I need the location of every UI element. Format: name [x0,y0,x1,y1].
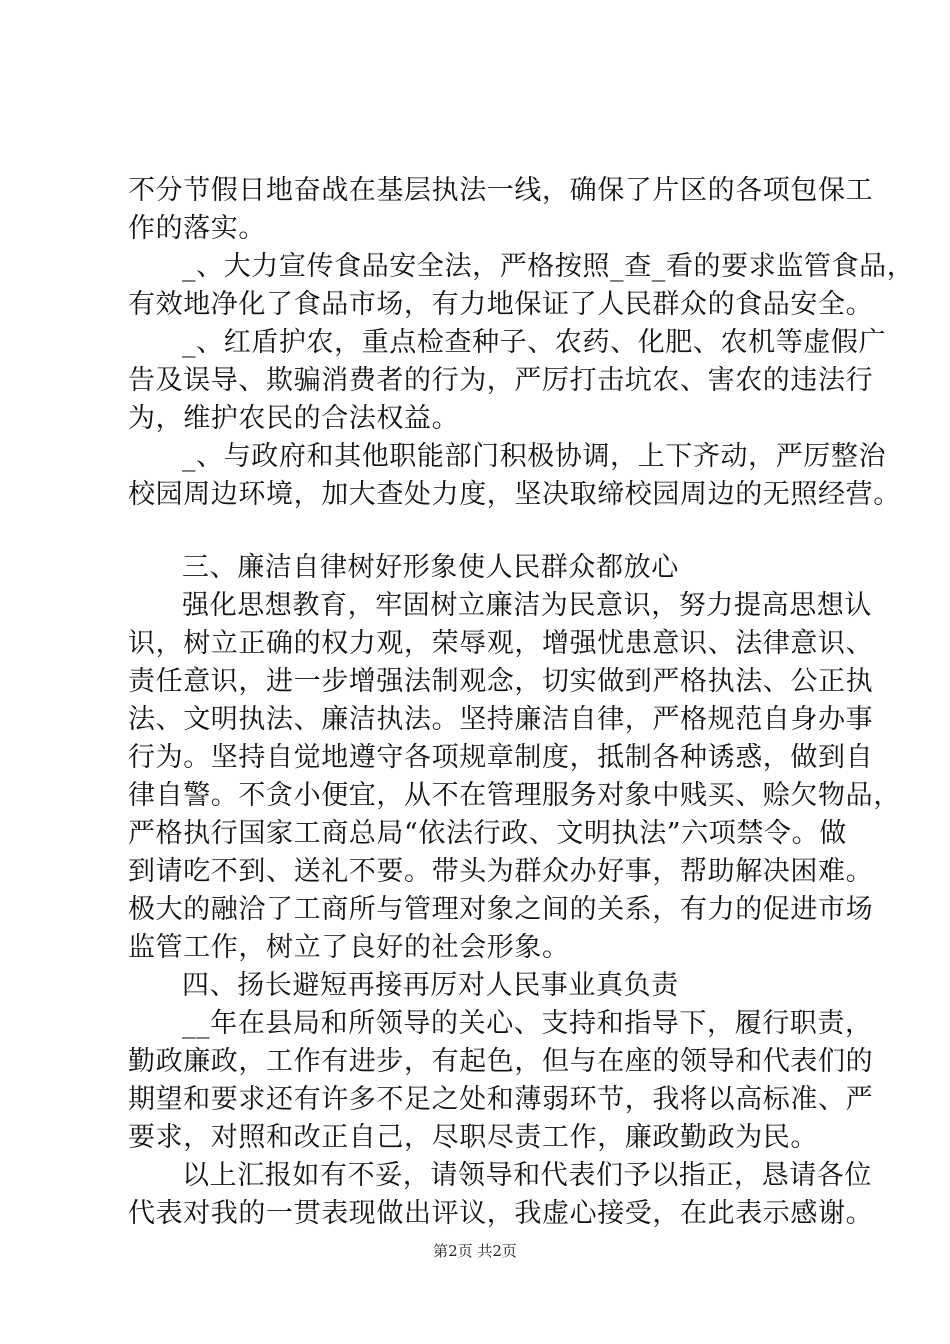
paragraph-line: 律自警。不贪小便宜，从不在管理服务对象中贱买、赊欠物品， [128,780,901,811]
paragraph-line: 要求，对照和改正自己，尽职尽责工作，廉政勤政为民。 [128,1122,818,1153]
paragraph-line: _、与政府和其他职能部门积极协调，上下齐动，严厉整治 [182,441,887,472]
paragraph-line: 不分节假日地奋战在基层执法一线，确保了片区的各项包保工 [128,175,874,206]
document-body [128,172,915,1233]
paragraph-line: _、红盾护农，重点检查种子、农药、化肥、农机等虚假广 [182,327,887,358]
paragraph-line: 代表对我的一贯表现做出评议，我虚心接受，在此表示感谢。 [128,1198,874,1229]
paragraph-line: 告及误导、欺骗消费者的行为，严厉打击坑农、害农的违法行 [128,365,874,396]
section-heading: 三、廉洁自律树好形象使人民群众都放心 [182,552,679,583]
paragraph-line: 为，维护农民的合法权益。 [128,403,460,434]
paragraph-line: 识，树立正确的权力观，荣辱观，增强忧患意识、法律意识、 [128,628,874,659]
paragraph-line: 期望和要求还有许多不足之处和薄弱环节，我将以高标准、严 [128,1084,874,1115]
paragraph-line: 行为。坚持自觉地遵守各项规章制度，抵制各种诱惑，做到自 [128,742,874,773]
page-number-footer: 第2页 共2页 [433,1242,517,1260]
paragraph-line: 有效地净化了食品市场，有力地保证了人民群众的食品安全。 [128,289,874,320]
paragraph-line: 勤政廉政，工作有进步，有起色，但与在座的领导和代表们的 [128,1046,874,1077]
paragraph-line: 严格执行国家工商总局“依法行政、文明执法”六项禁令。做 [128,818,847,849]
paragraph-line: 作的落实。 [128,213,266,244]
paragraph-line: _、大力宣传食品安全法，严格按照_查_看的要求监管食品， [182,251,915,282]
paragraph-line: 校园周边环境，加大查处力度，坚决取缔校园周边的无照经营。 [128,479,901,510]
paragraph-line: 法、文明执法、廉洁执法。坚持廉洁自律，严格规范自身办事 [128,704,874,735]
paragraph-line: 极大的融洽了工商所与管理对象之间的关系，有力的促进市场 [128,894,874,925]
paragraph-line: __年在县局和所领导的关心、支持和指导下，履行职责， [182,1008,873,1039]
section-spacer [128,514,848,549]
paragraph-line: 到请吃不到、送礼不要。带头为群众办好事，帮助解决困难。 [128,856,874,887]
paragraph-line: 责任意识，进一步增强法制观念，切实做到严格执法、公正执 [128,666,874,697]
paragraph-line: 强化思想教育，牢固树立廉洁为民意识，努力提高思想认 [182,590,872,621]
section-heading: 四、扬长避短再接再厉对人民事业真负责 [182,970,679,1001]
paragraph-line: 监管工作，树立了良好的社会形象。 [128,932,570,963]
paragraph-line: 以上汇报如有不妥，请领导和代表们予以指正，恳请各位 [182,1160,872,1191]
